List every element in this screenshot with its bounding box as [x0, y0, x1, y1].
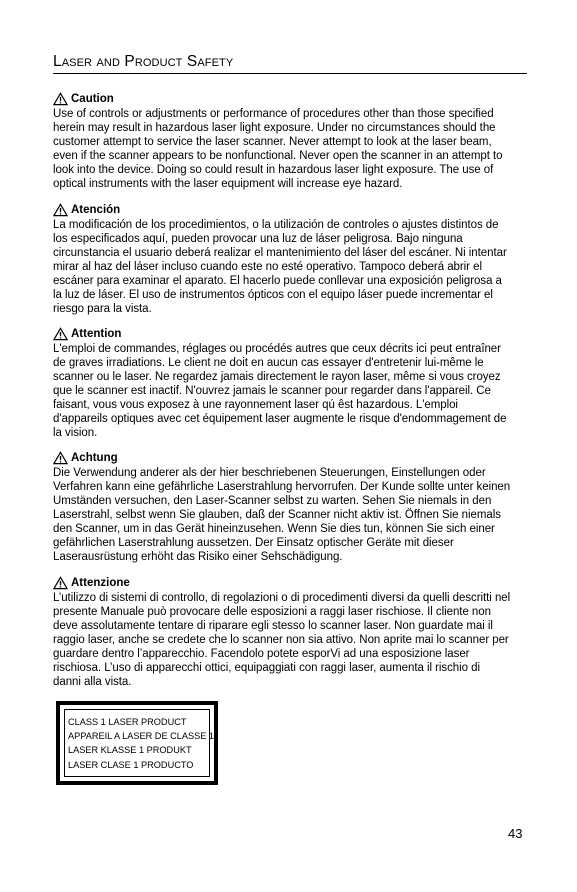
- warning-triangle-icon: [53, 327, 68, 341]
- section-heading: [53, 202, 528, 218]
- laser-class-label: [56, 701, 218, 785]
- page-number: 43: [508, 826, 523, 841]
- section-body: L'emploi de commandes, réglages ou procédés autres que ceux décrits ici peut entraîner de graves irradiations. Le client ne doit en aucun cas essayer d'entretenir lui-même le scanner ou le laser. Ne regardez jamais directement le rayon laser, même si vous croyez que le scanner est inactif. N'ouvrez jamais le scanner pour regarder dans l'appareil. Ce faisant, vous vous exposez à une rayonnement laser qú êst hazardous. L'emploi d'appareils optiques avec cet équipement laser augmente le risque d'endommagement de la vision.: [53, 343, 507, 439]
- section-heading: [53, 450, 528, 466]
- caution-section-it: [53, 575, 528, 689]
- label-text: [68, 715, 214, 772]
- label-line: APPAREIL A LASER DE CLASSE 1: [68, 731, 215, 742]
- section-body: L’utilizzo di sistemi di controllo, di regolazioni o di procedimenti diversi da quelli descritti nel presente Manuale può provocare delle esposizioni a raggi laser rischiose. Il cliente non deve assolutamente tentare di riparare egli stesso lo scanner laser. Non guardate mai il raggio laser, anche se credete che lo scanner non sia attivo. Non aprite mai lo scanner per guardare dentro l’apparecchio. Facendolo potete esporVi ad una esposizione laser rischiosa. L’uso di apparecchi ottici, equipaggiati con raggi laser, aumenta il rischio di danni alla vista.: [53, 592, 511, 688]
- warning-triangle-icon: [53, 203, 68, 217]
- caution-section-de: [53, 450, 528, 564]
- section-heading-label: Caution: [71, 93, 114, 105]
- caution-section-fr: [53, 326, 528, 440]
- section-heading: [53, 326, 528, 342]
- section-heading: [53, 575, 528, 591]
- caution-section-es: [53, 202, 528, 316]
- section-body: Use of controls or adjustments or performance of procedures other than those specified herein may result in hazardous laser light exposure. Under no circumstances should the customer attempt to service the laser scanner. Never attempt to look at the laser beam, even if the scanner appears to be nonfunctional. Never open the scanner in an attempt to look into the device. Doing so could result in hazardous laser light exposure. The use of optical instruments with the laser equipment will increase eye hazard.: [53, 108, 503, 190]
- page-title: Laser and Product Safety: [53, 53, 527, 74]
- label-line: LASER KLASSE 1 PRODUKT: [68, 745, 192, 756]
- warning-triangle-icon: [53, 451, 68, 465]
- section-heading-label: Atención: [71, 204, 121, 216]
- section-body: La modificación de los procedimientos, o la utilización de controles o ajustes distintos de los especificados aquí, pueden provocar una luz de láser peligrosa. Bajo ninguna circunstancia el usuario deberá realizar el mantenimiento del láser del escáner. Ni intentar mirar al haz del láser incluso cuando este no esté operativo. Tampoco deberá abrir el escáner para examinar el aparato. El hacerlo puede conllevar una exposición peligrosa a la luz de láser. El uso de instrumentos ópticos con el equipo láser puede incrementar el riesgo para la vista.: [53, 219, 507, 315]
- section-heading-label: Achtung: [71, 452, 118, 464]
- section-body: Die Verwendung anderer als der hier beschriebenen Steuerungen, Einstellungen oder Verfahren kann eine gefährliche Laserstrahlung hervorrufen. Der Kunde sollte unter keinen Umständen versuchen, den Laser-Scanner selbst zu warten. Sehen Sie niemals in den Laserstrahl, selbst wenn Sie glauben, daß der Scanner nicht aktiv ist. Öffnen Sie niemals den Scanner, um in das Gerät hineinzusehen. Wenn Sie dies tun, können Sie sich einer gefährlichen Laserstrahlung aussetzen. Der Einsatz optischer Geräte mit dieser Laserausrüstung erhöht das Risiko einer Sehschädigung.: [53, 467, 511, 563]
- section-heading: [53, 91, 528, 107]
- label-line: LASER CLASE 1 PRODUCTO: [68, 759, 194, 770]
- caution-section-en: [53, 91, 528, 191]
- label-line: CLASS 1 LASER PRODUCT: [68, 717, 187, 727]
- section-heading-label: Attention: [71, 328, 122, 340]
- warning-triangle-icon: [53, 576, 68, 590]
- warning-triangle-icon: [53, 92, 68, 106]
- section-heading-label: Attenzione: [71, 577, 130, 589]
